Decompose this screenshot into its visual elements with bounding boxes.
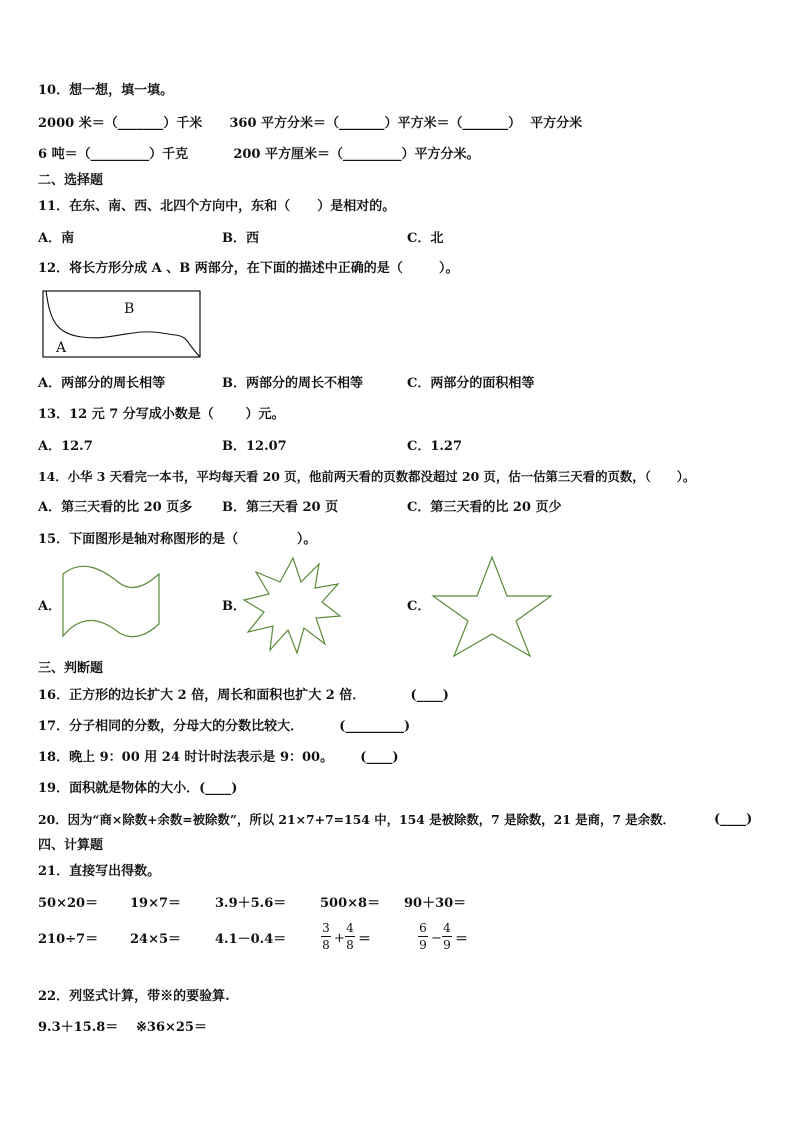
calc-item: 4.1－0.4＝ — [215, 932, 287, 947]
denominator: 9 — [443, 938, 451, 952]
calc-item: 9.3＋15.8＝ — [38, 1020, 119, 1035]
q11-option-a: A．南 — [38, 231, 75, 246]
q10-title: 10．想一想，填一填。 — [38, 83, 174, 98]
calc-item: ※36×25＝ — [136, 1020, 207, 1035]
q13-option-a: A．12.7 — [38, 439, 93, 454]
numerator: 4 — [346, 921, 354, 935]
q11-option-b: B．西 — [222, 231, 259, 246]
calc-item: 500×8＝ — [320, 896, 381, 911]
q17-statement: 17．分子相同的分数，分母大的分数比较大． (_________) — [38, 719, 411, 734]
q15-option-a: A． — [38, 599, 62, 614]
q12-figure-label-a: A — [56, 340, 67, 356]
q15-option-c: C． — [407, 599, 431, 614]
q13-option-c: C．1.27 — [407, 439, 463, 454]
q14-question: 14．小华 3 天看完一本书，平均每天看 20 页，他前两天看的页数都没超过 20 页，估一估第三天看的页数，（ ）。 — [38, 469, 696, 484]
operator: − — [431, 931, 442, 946]
q10-line2: 6 吨＝（_________）千克 200 平方厘米＝（_________）平方分米。 — [38, 147, 480, 162]
wavy-flag-shape — [58, 562, 164, 640]
q12-option-b: B．两部分的周长不相等 — [222, 376, 363, 391]
section-choice-heading: 二、选择题 — [38, 173, 104, 188]
starburst-shape — [242, 556, 342, 656]
equals-sign: ＝ — [455, 932, 469, 947]
calc-item: 50×20＝ — [38, 896, 99, 911]
q10-line1: 2000 米＝（_______）千米 360 平方分米＝（_______）平方米＝（_______） 平方分米 — [38, 116, 583, 131]
q22-title: 22．列竖式计算，带※的要验算. — [38, 989, 230, 1004]
equals-sign: ＝ — [358, 932, 372, 947]
fraction — [442, 921, 452, 952]
denominator: 8 — [346, 938, 354, 952]
calc-item: 24×5＝ — [130, 932, 182, 947]
section-calc-heading: 四、计算题 — [38, 838, 104, 853]
q20-answer-blank: (____) — [714, 812, 753, 827]
fraction — [321, 921, 331, 952]
section-judge-heading: 三、判断题 — [38, 661, 104, 676]
q13-option-b: B．12.07 — [222, 439, 287, 454]
q13-question: 13．12 元 7 分写成小数是（ ）元。 — [38, 407, 285, 422]
five-point-star-shape — [430, 555, 556, 659]
q12-option-a: A．两部分的周长相等 — [38, 376, 166, 391]
q20-statement: 20．因为“商×除数+余数=被除数”，所以 21×7+7=154 中，154 是被除数，7 是除数，21 是商，7 是余数． — [38, 812, 675, 827]
fraction — [345, 921, 355, 952]
q11-option-c: C．北 — [407, 231, 444, 246]
q12-question: 12．将长方形分成 A 、B 两部分，在下面的描述中正确的是（ ）。 — [38, 261, 459, 276]
calc-item: 210÷7＝ — [38, 932, 99, 947]
q15-question: 15．下面图形是轴对称图形的是（ ）。 — [38, 532, 317, 547]
q15-option-b: B． — [222, 599, 246, 614]
numerator: 3 — [322, 921, 330, 935]
q14-option-b: B．第三天看 20 页 — [222, 500, 339, 515]
denominator: 8 — [322, 938, 330, 952]
calc-item: 90＋30＝ — [404, 896, 467, 911]
denominator: 9 — [419, 938, 427, 952]
numerator: 4 — [443, 921, 451, 935]
q19-statement: 19．面积就是物体的大小．(____) — [38, 781, 238, 796]
calc-item: 19×7＝ — [130, 896, 182, 911]
q14-option-c: C．第三天看的比 20 页少 — [407, 500, 562, 515]
operator: + — [334, 931, 345, 946]
q12-option-c: C．两部分的面积相等 — [407, 376, 535, 391]
q16-statement: 16．正方形的边长扩大 2 倍，周长和面积也扩大 2 倍． (____) — [38, 688, 449, 703]
calc-item: 3.9＋5.6＝ — [215, 896, 287, 911]
q21-title: 21．直接写出得数。 — [38, 864, 161, 879]
q14-option-a: A．第三天看的比 20 页多 — [38, 500, 193, 515]
numerator: 6 — [419, 921, 427, 935]
q11-question: 11．在东、南、西、北四个方向中，东和（ ）是相对的。 — [38, 199, 396, 214]
q18-statement: 18．晚上 9：00 用 24 时计时法表示是 9：00。 (____) — [38, 750, 399, 765]
q12-figure-label-b: B — [124, 301, 135, 317]
fraction — [418, 921, 428, 952]
